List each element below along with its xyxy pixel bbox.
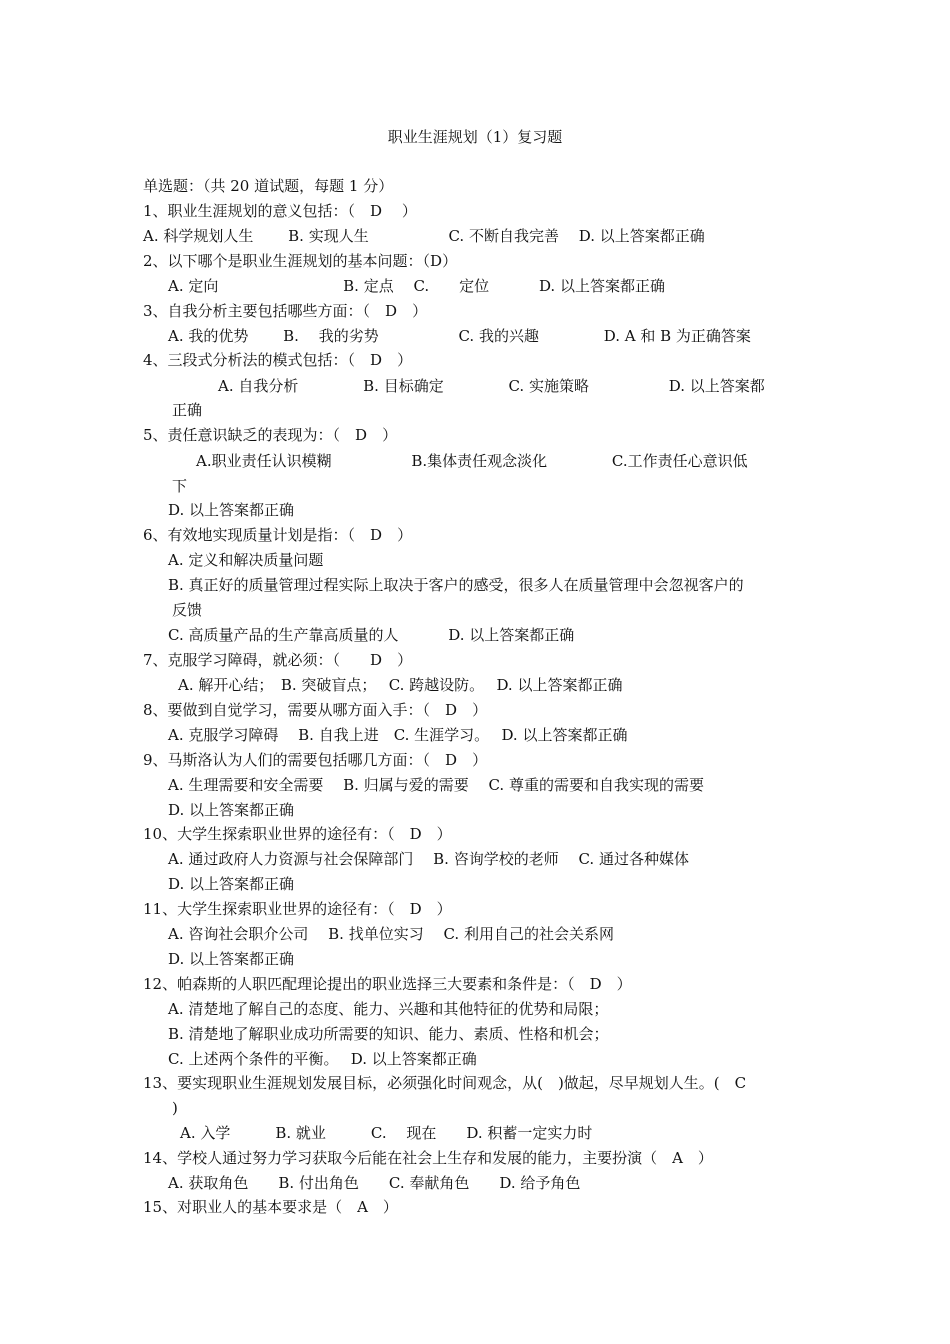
option-line: A. 入学 B. 就业 C. 现在 D. 积蓄一定实力时 [180, 1124, 593, 1142]
option-line: C. 高质量产品的生产靠高质量的人 D. 以上答案都正确 [168, 626, 575, 644]
option-line-continuation: 正确 [172, 401, 203, 419]
option-line: C. 上述两个条件的平衡。 D. 以上答案都正确 [168, 1050, 477, 1068]
question-line: 13、要实现职业生涯规划发展目标，必须强化时间观念，从( )做起，尽早规划人生。( C [143, 1074, 747, 1092]
option-line: D. 以上答案都正确 [168, 801, 295, 819]
option-line: A. 获取角色 B. 付出角色 C. 奉献角色 D. 给予角色 [168, 1174, 581, 1192]
section-header: 单选题：（共 20 道试题，每题 1 分） [143, 177, 394, 195]
option-line: A. 科学规划人生 B. 实现人生 C. 不断自我完善 D. 以上答案都正确 [143, 227, 705, 245]
option-line: B. 真正好的质量管理过程实际上取决于客户的感受，很多人在质量管理中会忽视客户的 [168, 576, 744, 594]
option-line: D. 以上答案都正确 [168, 501, 295, 519]
option-line: A. 生理需要和安全需要 B. 归属与爱的需要 C. 尊重的需要和自我实现的需要 [168, 776, 704, 794]
option-line: A. 定向 B. 定点 C. 定位 D. 以上答案都正确 [168, 277, 665, 295]
question-line: 6、有效地实现质量计划是指：（ D ） [143, 526, 413, 544]
option-line: A. 我的优势 B. 我的劣势 C. 我的兴趣 D. A 和 B 为正确答案 [168, 327, 751, 345]
option-line-continuation: 下 [172, 477, 188, 495]
question-line: 7、克服学习障碍，就必须：（ D ） [143, 651, 413, 669]
option-line: A. 清楚地了解自己的态度、能力、兴趣和其他特征的优势和局限； [168, 1000, 609, 1018]
question-line: 8、要做到自觉学习，需要从哪方面入手：（ D ） [143, 701, 488, 719]
option-line: B. 清楚地了解职业成功所需要的知识、能力、素质、性格和机会； [168, 1025, 609, 1043]
question-line: 2、以下哪个是职业生涯规划的基本问题：（D） [143, 252, 458, 270]
option-line-continuation: 反馈 [172, 601, 203, 619]
option-line: A.职业责任认识模糊 B.集体责任观念淡化 C.工作责任心意识低 [196, 452, 748, 470]
question-line: 10、大学生探索职业世界的途径有：（ D ） [143, 825, 452, 843]
option-line: A. 解开心结； B. 突破盲点； C. 跨越设防。 D. 以上答案都正确 [178, 676, 623, 694]
option-line: A. 咨询社会职介公司 B. 找单位实习 C. 利用自己的社会关系网 [168, 925, 614, 943]
document-title: 职业生涯规划（1）复习题 [387, 128, 563, 146]
question-line: 3、自我分析主要包括哪些方面：（ D ） [143, 302, 428, 320]
question-line: 14、学校人通过努力学习获取今后能在社会上生存和发展的能力，主要扮演（ A ） [143, 1149, 713, 1167]
question-line: 5、责任意识缺乏的表现为：（ D ） [143, 426, 398, 444]
option-line: A. 克服学习障碍 B. 自我上进 C. 生涯学习。 D. 以上答案都正确 [168, 726, 628, 744]
option-line: A. 自我分析 B. 目标确定 C. 实施策略 D. 以上答案都 [218, 377, 765, 395]
option-line: A. 通过政府人力资源与社会保障部门 B. 咨询学校的老师 C. 通过各种媒体 [168, 850, 689, 868]
option-line: D. 以上答案都正确 [168, 950, 295, 968]
question-line: 15、对职业人的基本要求是（ A ） [143, 1198, 398, 1216]
question-line: 12、帕森斯的人职匹配理论提出的职业选择三大要素和条件是：（ D ） [143, 975, 632, 993]
option-line: A. 定义和解决质量问题 [168, 551, 324, 569]
question-line: 1、职业生涯规划的意义包括：（ D ） [143, 202, 417, 220]
question-line-continuation: ) [172, 1099, 178, 1117]
option-line: D. 以上答案都正确 [168, 875, 295, 893]
question-line: 4、三段式分析法的模式包括：（ D ） [143, 351, 413, 369]
question-line: 11、大学生探索职业世界的途径有：（ D ） [143, 900, 452, 918]
question-line: 9、马斯洛认为人们的需要包括哪几方面：（ D ） [143, 751, 488, 769]
